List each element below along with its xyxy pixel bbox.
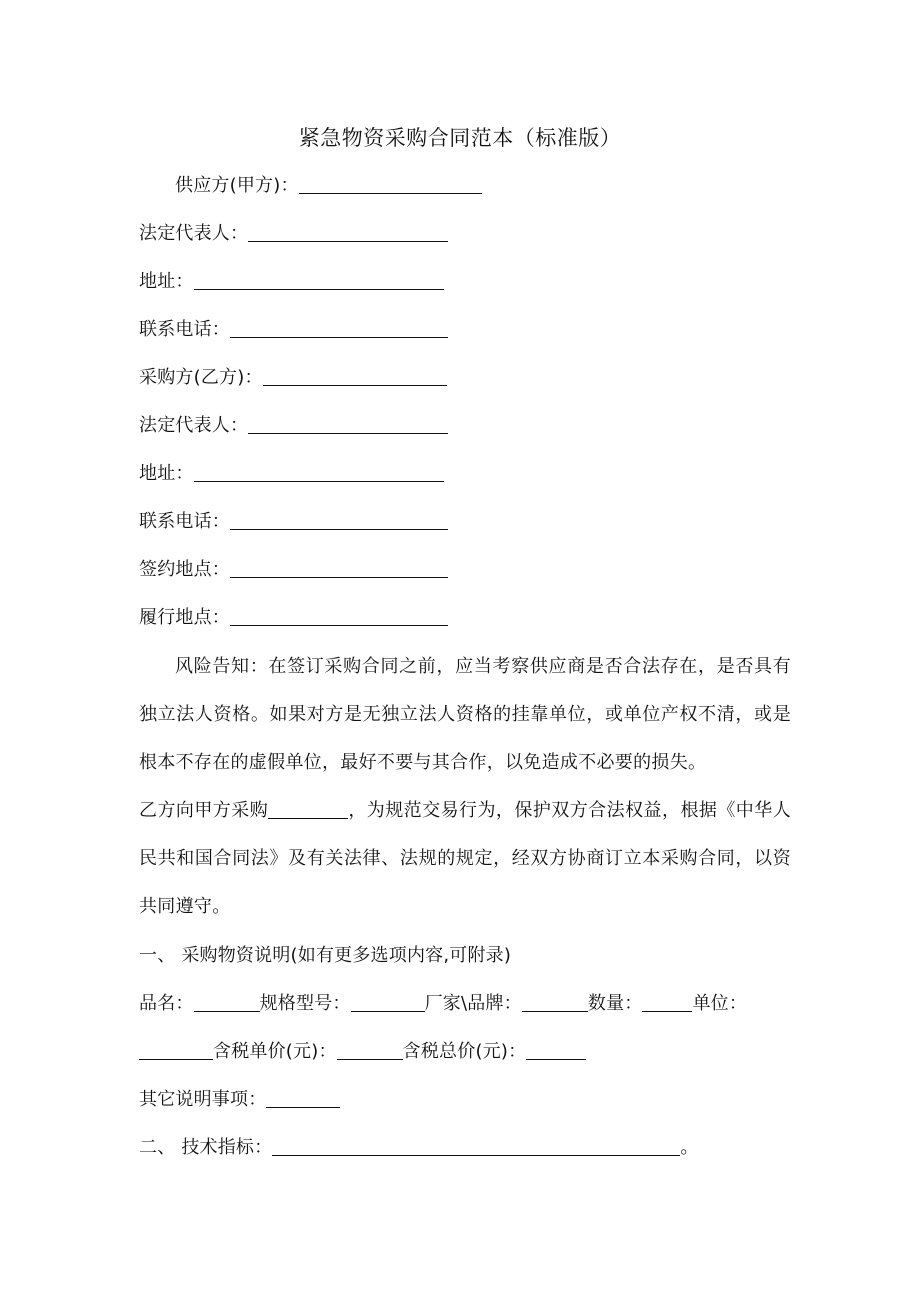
maker-label: 厂家\品牌： bbox=[424, 993, 522, 1014]
phone-1-field bbox=[139, 317, 448, 343]
phone-2-blank[interactable] bbox=[230, 509, 448, 530]
unit-blank[interactable] bbox=[139, 1039, 213, 1060]
sign-place-blank[interactable] bbox=[230, 557, 448, 578]
phone-1-label: 联系电话： bbox=[139, 319, 230, 340]
perform-place-blank[interactable] bbox=[230, 605, 448, 626]
address-2-label: 地址： bbox=[139, 463, 194, 484]
qty-label: 数量： bbox=[587, 993, 643, 1014]
spec-blank[interactable] bbox=[351, 991, 425, 1012]
phone-1-blank[interactable] bbox=[230, 317, 448, 338]
address-2-blank[interactable] bbox=[194, 461, 444, 482]
intro-part2: ，为规范交易行为，保护双方合法权益，根据《中华人民共和国合同法》及有关法律、法规的规定，经双方协商订立本采购合同，以资共同遵守。 bbox=[139, 800, 791, 917]
other-notes-row bbox=[139, 1087, 340, 1113]
supplier-field bbox=[175, 173, 482, 199]
address-1-blank[interactable] bbox=[194, 269, 444, 290]
legal-rep-1-blank[interactable] bbox=[248, 221, 448, 242]
perform-place-label: 履行地点： bbox=[139, 607, 230, 628]
price-row bbox=[139, 1039, 586, 1065]
legal-rep-2-blank[interactable] bbox=[248, 413, 448, 434]
buyer-label: 采购方(乙方)： bbox=[139, 367, 263, 388]
qty-blank[interactable] bbox=[642, 991, 692, 1012]
name-label: 品名： bbox=[139, 993, 194, 1014]
unit-price-label: 含税单价(元)： bbox=[213, 1041, 337, 1062]
sign-place-field bbox=[139, 557, 448, 583]
address-2-field bbox=[139, 461, 444, 487]
buyer-blank[interactable] bbox=[263, 365, 447, 386]
legal-rep-1-label: 法定代表人： bbox=[139, 223, 249, 244]
legal-rep-1-field bbox=[139, 221, 448, 247]
total-price-blank[interactable] bbox=[526, 1039, 586, 1060]
unit-label: 单位： bbox=[692, 993, 748, 1014]
phone-2-field bbox=[139, 509, 448, 535]
unit-price-blank[interactable] bbox=[337, 1039, 403, 1060]
perform-place-field bbox=[139, 605, 448, 631]
other-notes-blank[interactable] bbox=[266, 1087, 340, 1108]
sign-place-label: 签约地点： bbox=[139, 559, 230, 580]
section2-end: 。 bbox=[680, 1137, 699, 1158]
address-1-field bbox=[139, 269, 444, 295]
item-spec-row bbox=[139, 991, 747, 1017]
section1-heading: 一、 采购物资说明(如有更多选项内容,可附录) bbox=[139, 945, 512, 966]
supplier-blank[interactable] bbox=[299, 173, 482, 194]
risk-notice-paragraph: 风险告知：在签订采购合同之前，应当考察供应商是否合法存在，是否具有独立法人资格。如果对方是无独立法人资格的挂靠单位，或单位产权不清，或是根本不存在的虚假单位，最好不要与其合作，以免造成不必要的损失。 bbox=[139, 656, 791, 773]
section2-row bbox=[139, 1135, 699, 1161]
maker-blank[interactable] bbox=[522, 991, 588, 1012]
intro-part1: 乙方向甲方采购 bbox=[139, 800, 269, 821]
legal-rep-2-field bbox=[139, 413, 448, 439]
other-notes-label: 其它说明事项： bbox=[139, 1089, 267, 1110]
supplier-label: 供应方(甲方)： bbox=[175, 175, 299, 196]
purchase-item-blank[interactable] bbox=[268, 798, 348, 819]
address-1-label: 地址： bbox=[139, 271, 194, 292]
tech-spec-blank[interactable] bbox=[272, 1135, 680, 1156]
phone-2-label: 联系电话： bbox=[139, 511, 230, 532]
intro-paragraph bbox=[139, 787, 791, 931]
section2-heading: 二、 技术指标： bbox=[139, 1137, 273, 1158]
document-title: 紧急物资采购合同范本（标准版） bbox=[298, 126, 622, 150]
legal-rep-2-label: 法定代表人： bbox=[139, 415, 249, 436]
name-blank[interactable] bbox=[194, 991, 260, 1012]
buyer-field bbox=[139, 365, 447, 391]
total-price-label: 含税总价(元)： bbox=[402, 1041, 527, 1062]
spec-label: 规格型号： bbox=[259, 993, 351, 1014]
